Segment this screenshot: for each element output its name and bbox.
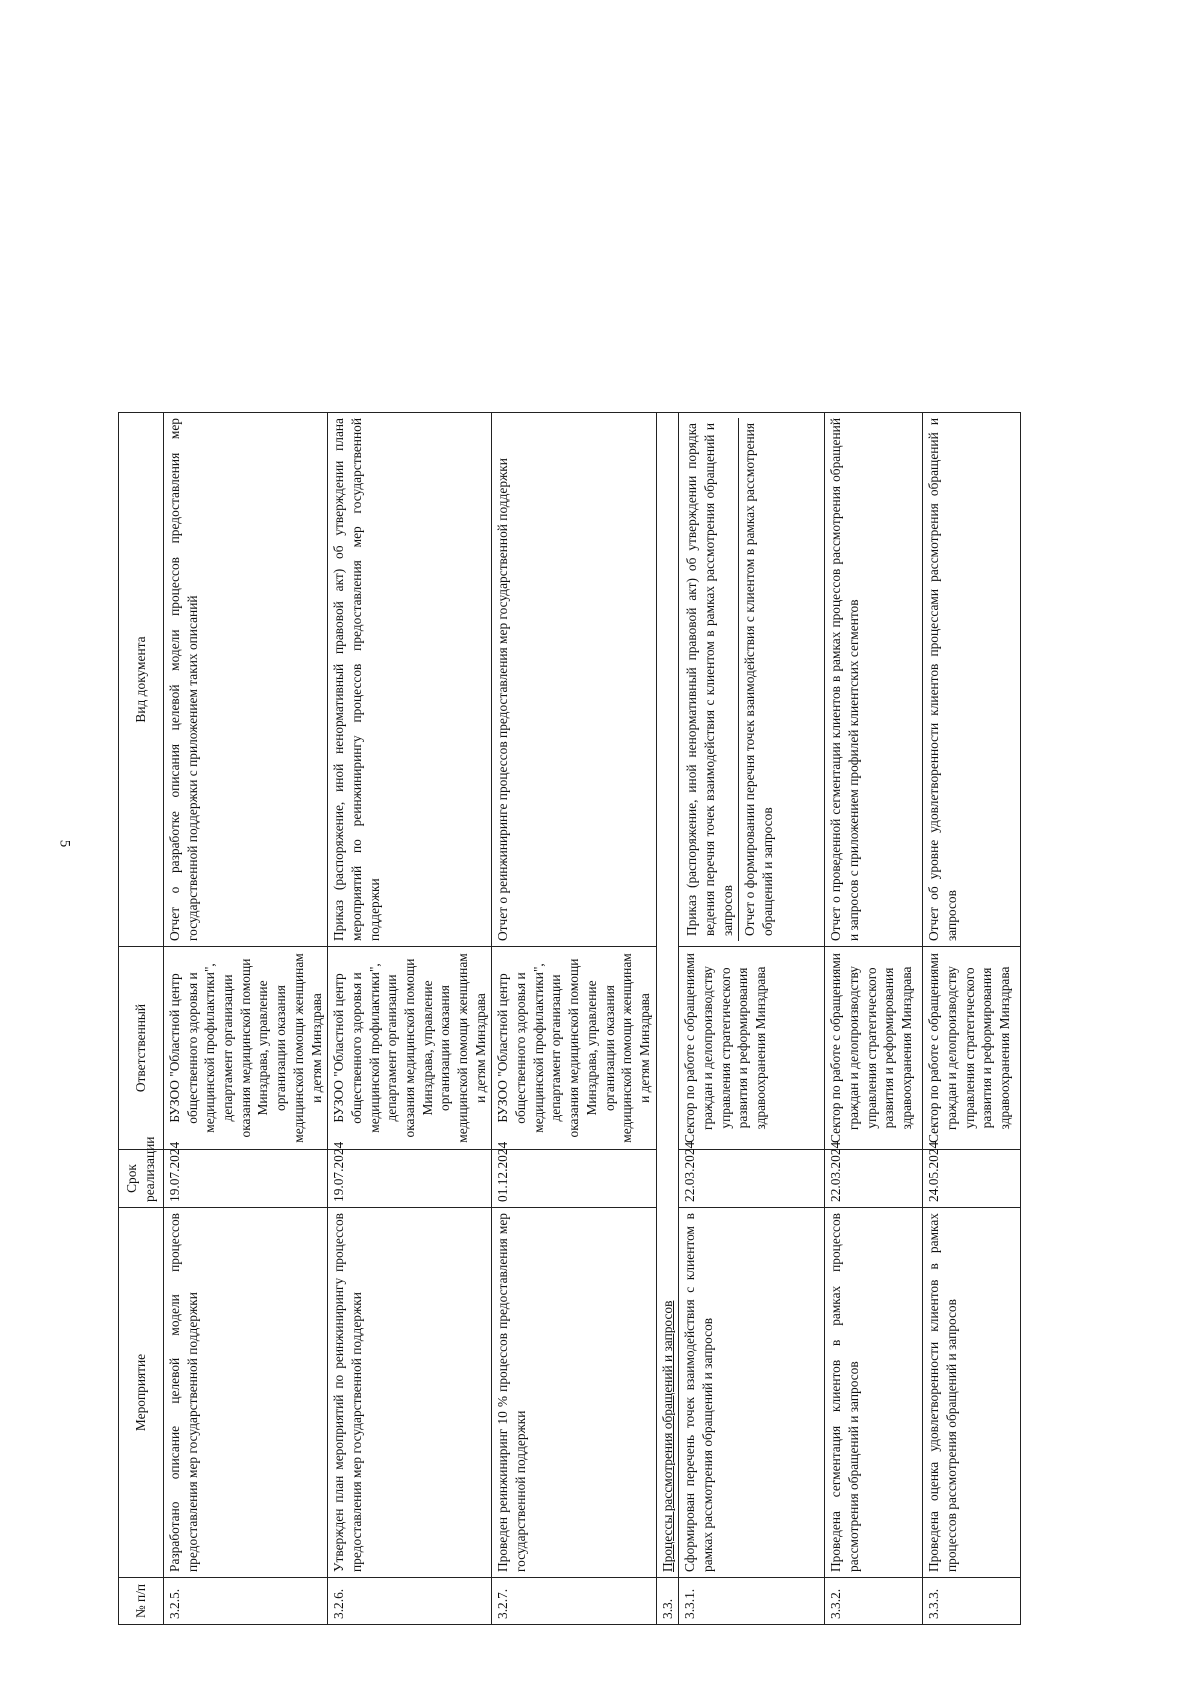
row-responsible: БУЗОО "Областной центр общественного здоровья и медицинской профилактики", департамент организации оказания медицинской помощи Минздрава, управление организации оказания медицинской помощи женщинам и детям Минздрава xyxy=(164,947,328,1150)
header-event: Мероприятие xyxy=(119,1208,164,1578)
row-document-type: Отчет о реинжиниринге процессов предоставления мер государственной поддержки xyxy=(492,413,656,947)
header-number: № п/п xyxy=(119,1578,164,1625)
table-row xyxy=(923,413,1021,1625)
rotated-table-container xyxy=(118,212,1200,1619)
table-row xyxy=(164,413,328,1625)
row-number: 3.3.2. xyxy=(825,1578,923,1625)
row-term: 22.03.2024 xyxy=(679,1150,825,1208)
row-event: Утвержден план мероприятий по реинжинирингу процессов предоставления мер государственной поддержки xyxy=(328,1208,492,1578)
row-term: 19.07.2024 xyxy=(328,1150,492,1208)
row-number: 3.3.3. xyxy=(923,1578,1021,1625)
table-row xyxy=(825,413,923,1625)
row-responsible: БУЗОО "Областной центр общественного здоровья и медицинской профилактики", департамент организации оказания медицинской помощи Минздрава, управление организации оказания медицинской помощи женщинам и детям Минздрава xyxy=(328,947,492,1150)
row-responsible: Сектор по работе с обращениями граждан и делопроизводству управления стратегического развития и реформирования здравоохранения Минздрава xyxy=(923,947,1021,1150)
row-event: Проведена оценка удовлетворенности клиентов в рамках процессов рассмотрения обращений и запросов xyxy=(923,1208,1021,1578)
row-document-type: Отчет об уровне удовлетворенности клиентов процессами рассмотрения обращений и запросов xyxy=(923,413,1021,947)
row-term: 19.07.2024 xyxy=(164,1150,328,1208)
header-document-type: Вид документа xyxy=(119,413,164,947)
section-row xyxy=(656,413,679,1625)
row-document-type: Отчет о проведенной сегментации клиентов в рамках процессов рассмотрения обращений и запросов с приложением профилей клиентских сегментов xyxy=(825,413,923,947)
row-responsible: БУЗОО "Областной центр общественного здоровья и медицинской профилактики", департамент организации оказания медицинской помощи Минздрава, управление организации оказания медицинской помощи женщинам и детям Минздрава xyxy=(492,947,656,1150)
row-number: 3.2.6. xyxy=(328,1578,492,1625)
row-document-type: Отчет о разработке описания целевой модели процессов предоставления мер государственной поддержки с приложением таких описаний xyxy=(164,413,328,947)
row-event: Проведен реинжиниринг 10 % процессов предоставления мер государственной поддержки xyxy=(492,1208,656,1578)
section-number: 3.3. xyxy=(656,1578,679,1625)
row-term: 01.12.2024 xyxy=(492,1150,656,1208)
row-term: 24.05.2024 xyxy=(923,1150,1021,1208)
header-term: Срок реализации xyxy=(119,1150,164,1208)
row-number: 3.3.1. xyxy=(679,1578,825,1625)
row-responsible: Сектор по работе с обращениями граждан и делопроизводству управления стратегического развития и реформирования здравоохранения Минздрава xyxy=(825,947,923,1150)
row-event: Сформирован перечень точек взаимодействия с клиентом в рамках рассмотрения обращений и запросов xyxy=(679,1208,825,1578)
plan-table xyxy=(118,412,1021,1625)
document-type-order: Приказ (распоряжение, иной ненормативный правовой акт) об утверждении порядка ведения перечня точек взаимодействия с клиентом в рамках рассмотрения обращений и запросов xyxy=(684,423,735,936)
page-number: 5 xyxy=(56,839,73,848)
row-number: 3.2.5. xyxy=(164,1578,328,1625)
section-title: Процессы рассмотрения обращений и запросов xyxy=(656,413,679,1578)
table-row xyxy=(492,413,656,1625)
row-responsible: Сектор по работе с обращениями граждан и делопроизводству управления стратегического развития и реформирования здравоохранения Минздрава xyxy=(679,947,825,1150)
row-number: 3.2.7. xyxy=(492,1578,656,1625)
table-header-row xyxy=(119,413,164,1625)
header-responsible: Ответственный xyxy=(119,947,164,1150)
row-event: Разработано описание целевой модели процессов предоставления мер государственной поддержки xyxy=(164,1208,328,1578)
document-type-report: Отчет о формировании перечня точек взаимодействия с клиентом в рамках рассмотрения обращений и запросов xyxy=(738,418,778,941)
table-row xyxy=(328,413,492,1625)
table-row xyxy=(679,413,825,1625)
row-document-type xyxy=(679,413,825,947)
row-document-type: Приказ (распоряжение, иной ненормативный правовой акт) об утверждении плана мероприятий по реинжинирингу процессов предоставления мер государственной поддержки xyxy=(328,413,492,947)
row-event: Проведена сегментация клиентов в рамках процессов рассмотрения обращений и запросов xyxy=(825,1208,923,1578)
landscape-page-content xyxy=(118,413,1200,1625)
row-term: 22.03.2024 xyxy=(825,1150,923,1208)
